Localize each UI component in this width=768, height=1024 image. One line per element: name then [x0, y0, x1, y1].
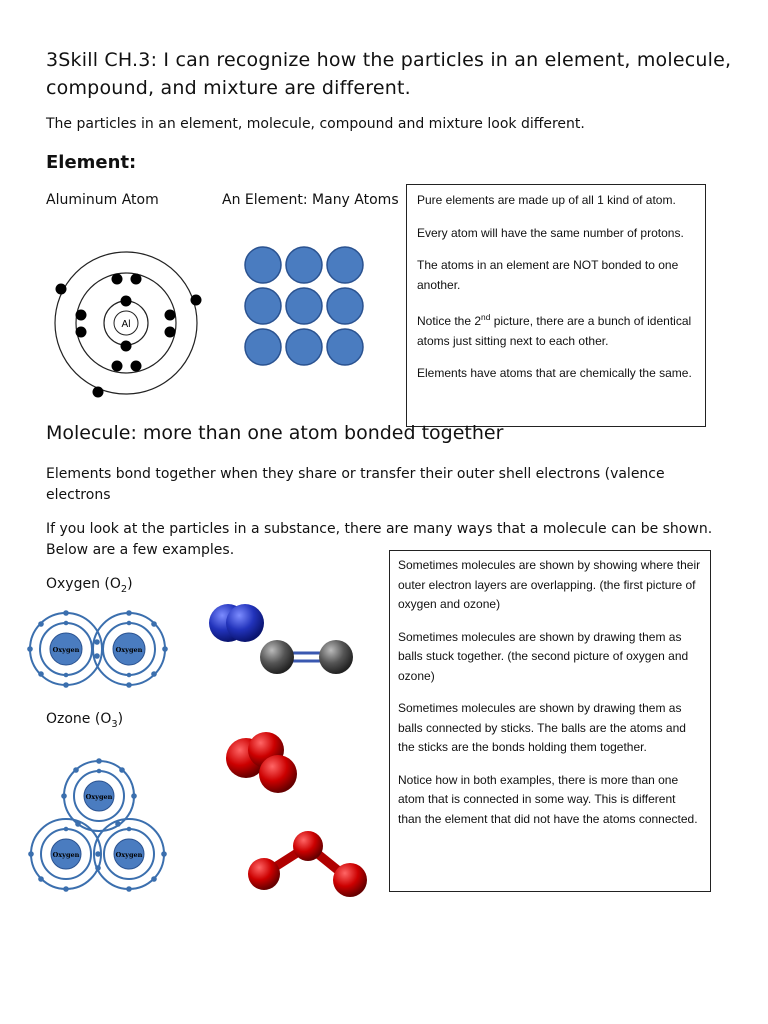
oxygen-atom-label-1: Oxygen [52, 646, 80, 654]
oxygen-label: Oxygen $(O_2)$ [46, 576, 133, 595]
oxygen-atom-label-2: Oxygen [115, 646, 143, 654]
molecule-para-1: Elements bond together when they share or transfer their outer shell electrons (valence electrons [46, 466, 665, 503]
ozone-ball-stick-model [244, 828, 370, 900]
ozone-atom-label-2: Oxygen [52, 851, 80, 859]
ozone-atom-label-3: Oxygen [115, 851, 143, 859]
molecule-info-box [389, 550, 711, 892]
element-heading: Element: [46, 152, 137, 173]
element-box-p3: The atoms in an element are NOT bonded to one another. [417, 258, 679, 292]
element-info-box [406, 184, 706, 427]
ozone-atom-label-1: Oxygen [85, 793, 113, 801]
nucleus-label: Al [121, 319, 131, 330]
element-atom-grid [244, 246, 366, 368]
oxygen-shell-diagram [28, 608, 168, 690]
molecule-para-2: If you look at the particles in a substance, there are many ways that a molecule can be shown. Below are a few examples. [46, 521, 713, 558]
ozone-label: Ozone $(O_3)$ [46, 711, 124, 730]
page-title: 3Skill CH.3: I can recognize how the particles in an element, molecule, compound, and mixture are different. [46, 49, 732, 99]
many-atoms-label: An Element: Many Atoms [222, 192, 399, 208]
element-box-p5: Elements have atoms that are chemically the same. [417, 366, 692, 380]
element-box-p2: Every atom will have the same number of protons. [417, 225, 684, 240]
aluminum-atom-label: Aluminum Atom [46, 192, 159, 208]
element-box-p1: Pure elements are made up of all 1 kind of atom. [417, 193, 676, 207]
molecule-box-p4: Notice how in both examples, there is more than one atom that is connected in some way. This is different than the element that did not have the atoms connected. [398, 772, 698, 826]
molecule-box-p1: Sometimes molecules are shown by showing where their outer electron layers are overlapping. (the first picture of oxygen and ozone) [398, 558, 701, 611]
aluminum-atom-diagram [50, 240, 210, 400]
ozone-space-filling-model [220, 730, 302, 796]
element-box-p4: Notice the 2nd picture, there are a bunch of identical atoms just sitting next to each other. [417, 312, 692, 348]
molecule-box-p3: Sometimes molecules are shown by drawing them as balls connected by sticks. The balls are the atoms and the sticks are the bonds holding them together. [398, 701, 686, 754]
molecule-box-p2: Sometimes molecules are shown by drawing them as balls stuck together. (the second picture of oxygen and ozone) [398, 629, 689, 683]
molecule-heading: Molecule: more than one atom bonded together [46, 422, 504, 444]
intro-text: The particles in an element, molecule, compound and mixture look different. [46, 116, 585, 132]
oxygen-ball-stick-model [258, 636, 356, 678]
ozone-shell-diagram [28, 758, 168, 898]
